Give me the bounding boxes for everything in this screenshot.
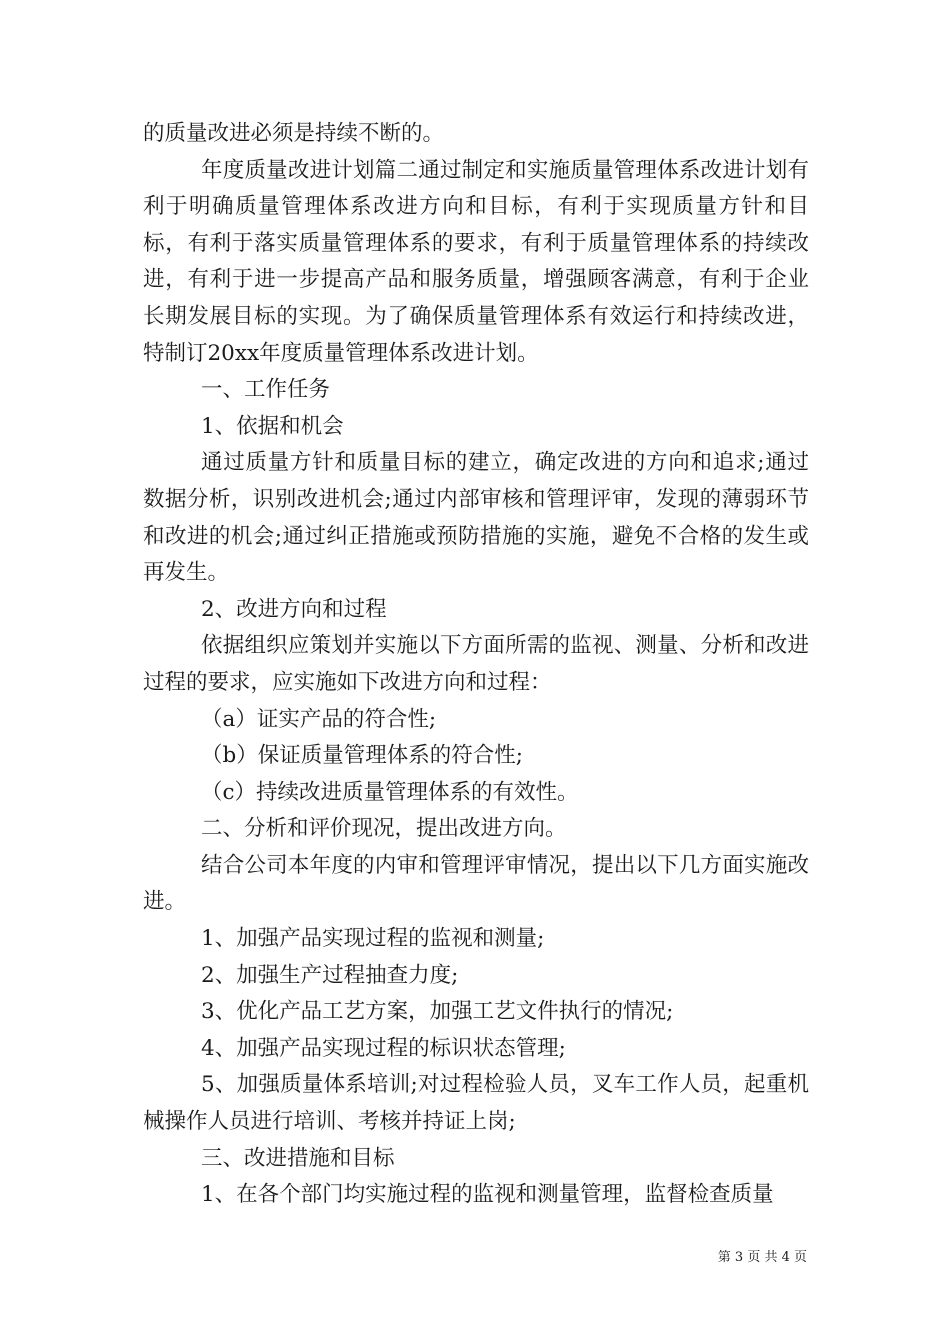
heading-measures: 三、改进措施和目标	[201, 1145, 395, 1171]
list-item-b: （b）保证质量管理体系的符合性;	[201, 743, 524, 769]
heading-analysis: 二、分析和评价现况，提出改进方向。	[201, 816, 567, 842]
heading-work-tasks: 一、工作任务	[201, 377, 331, 403]
list-item-4: 4、加强产品实现过程的标识状态管理;	[201, 1035, 566, 1061]
paragraph-measures: 1、在各个部门均实施过程的监视和测量管理，监督检查质量	[201, 1182, 774, 1208]
subheading-basis: 1、依据和机会	[201, 413, 344, 439]
paragraph-2: 年度质量改进计划篇二通过制定和实施质量管理体系改进计划有利于明确质量管理体系改进方向和目标，有利于实现质量方针和目标，有利于落实质量管理体系的要求，有利于质量管理体系的持续改进，有利于进一步提高产品和服务质量，增强顾客满意，有利于企业长期发展目标的实现。为了确保质量管理体系有效运行和持续改进，特制订20xx年度质量管理体系改进计划。	[143, 157, 809, 366]
page-number-footer: 第 3 页 共 4 页	[717, 1250, 807, 1265]
paragraph-analysis: 结合公司本年度的内审和管理评审情况，提出以下几方面实施改进。	[143, 852, 809, 915]
list-item-3: 3、优化产品工艺方案，加强工艺文件执行的情况;	[201, 999, 674, 1025]
document-body	[143, 116, 809, 1214]
paragraph-direction: 依据组织应策划并实施以下方面所需的监视、测量、分析和改进过程的要求，应实施如下改进方向和过程：	[143, 633, 809, 695]
list-item-a: （a）证实产品的符合性;	[201, 706, 437, 732]
paragraph-1: 的质量改进必须是持续不断的。	[143, 121, 445, 146]
subheading-direction: 2、改进方向和过程	[201, 596, 387, 622]
list-item-1: 1、加强产品实现过程的监视和测量;	[201, 926, 545, 952]
list-item-c: （c）持续改进质量管理体系的有效性。	[201, 779, 579, 805]
list-item-5: 5、加强质量体系培训;对过程检验人员，叉车工作人员，起重机械操作人员进行培训、考核并持证上岗;	[143, 1072, 809, 1135]
list-item-2: 2、加强生产过程抽查力度;	[201, 962, 459, 988]
paragraph-basis: 通过质量方针和质量目标的建立，确定改进的方向和追求;通过数据分析，识别改进机会;通过内部审核和管理评审，发现的薄弱环节和改进的机会;通过纠正措施或预防措施的实施，避免不合格的发生或再发生。	[143, 450, 809, 586]
